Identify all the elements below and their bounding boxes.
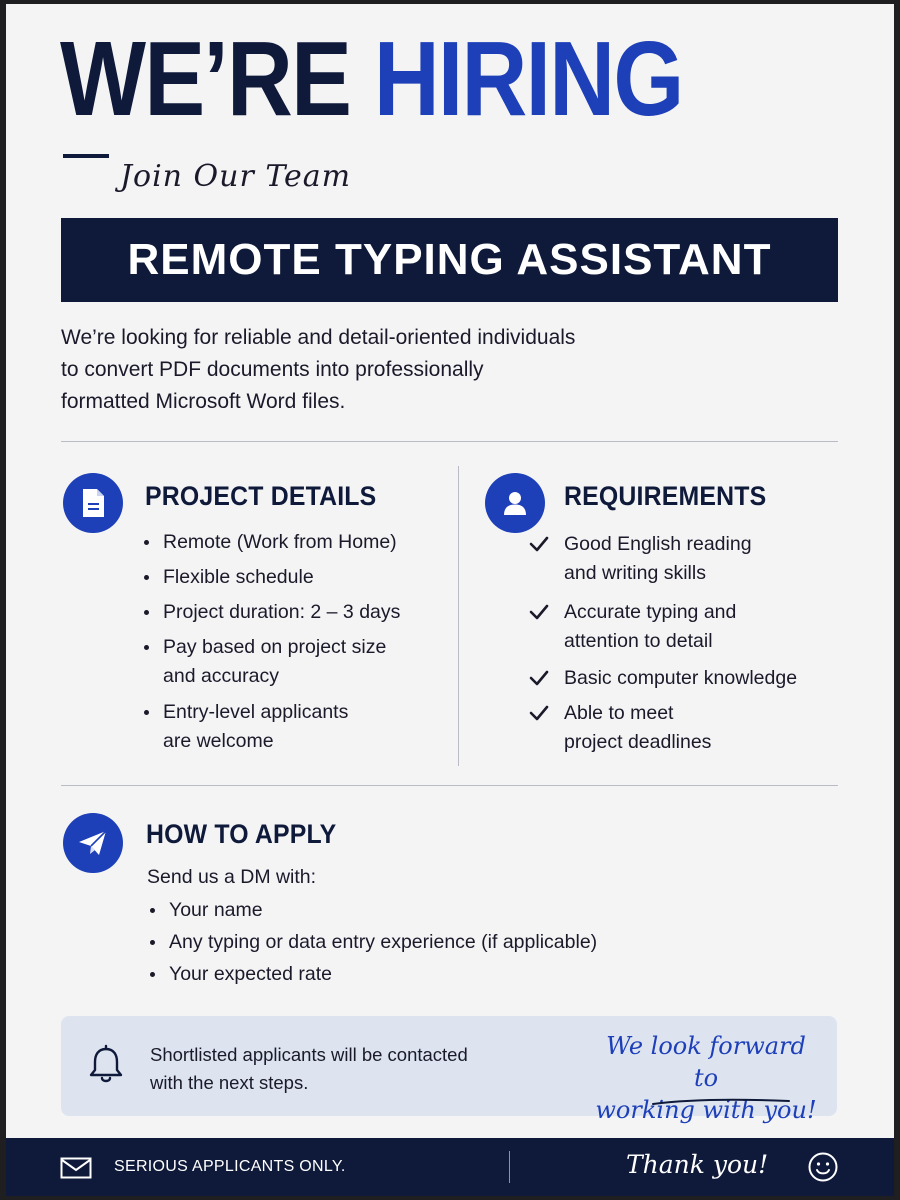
list-item: [141, 563, 400, 592]
list-item-text: Accurate typing and: [564, 601, 737, 623]
script-underline: [651, 1096, 791, 1108]
intro-line: formatted Microsoft Word files.: [61, 390, 346, 413]
hero-title: [60, 20, 683, 138]
list-item-text: and accuracy: [163, 665, 279, 687]
note-line: Shortlisted applicants will be contacted: [150, 1044, 468, 1065]
list-item: [147, 960, 597, 989]
list-item-text: Remote (Work from Home): [163, 531, 397, 553]
list-item: [147, 928, 597, 957]
closing-script: [591, 1030, 821, 1126]
checkmark-icon: [528, 703, 550, 723]
smiley-icon: [807, 1151, 839, 1183]
list-item-text: Able to meet: [564, 702, 674, 724]
list-item-text: Basic computer knowledge: [564, 667, 798, 689]
column-divider: [458, 466, 459, 766]
note-text: [150, 1041, 550, 1097]
list-item-text: Pay based on project size: [163, 636, 387, 658]
job-title: REMOTE TYPING ASSISTANT: [127, 235, 772, 284]
project-details-list: [141, 528, 400, 756]
list-item-text: are welcome: [163, 730, 274, 752]
list-item: [147, 896, 597, 925]
checkmark-icon: [528, 602, 550, 622]
list-item-text: Your expected rate: [169, 963, 332, 985]
checkmark-icon: [528, 668, 550, 688]
list-item: [141, 528, 400, 557]
job-poster: [6, 4, 894, 1196]
how-to-apply-title: HOW TO APPLY: [146, 819, 337, 849]
checkmark-icon: [528, 534, 550, 554]
list-item-text: Your name: [169, 899, 263, 921]
intro-paragraph: [61, 322, 761, 418]
list-item: [141, 633, 400, 691]
note-line: with the next steps.: [150, 1072, 309, 1093]
contact-note-box: [61, 1016, 837, 1124]
list-item: [528, 530, 797, 588]
list-item: [141, 598, 400, 627]
list-item: [141, 698, 400, 756]
footer-separator: [509, 1151, 510, 1183]
script-line: working with you!: [595, 1096, 817, 1124]
how-to-apply-intro: Send us a DM with:: [147, 866, 317, 888]
list-item-text: Flexible schedule: [163, 566, 314, 588]
bell-icon: [87, 1044, 125, 1086]
list-item: [528, 699, 797, 757]
tagline: Join Our Team: [120, 159, 352, 194]
document-icon: [63, 473, 123, 533]
script-line: We look forward to: [606, 1032, 806, 1092]
project-details-title: PROJECT DETAILS: [145, 481, 377, 511]
requirements-list: [528, 530, 797, 757]
list-item-text: Entry-level applicants: [163, 701, 349, 723]
requirements-title: REQUIREMENTS: [564, 481, 767, 511]
list-item-text: Any typing or data entry experience (if applicable): [169, 931, 598, 953]
list-item: [528, 664, 797, 693]
job-title-banner: [61, 218, 838, 302]
list-item-text: Good English reading: [564, 533, 752, 555]
footer-bar: [6, 1138, 894, 1196]
intro-line: We’re looking for reliable and detail-oriented individuals: [61, 326, 576, 349]
footer-thanks: Thank you!: [626, 1150, 769, 1179]
list-item-text: Project duration: 2 – 3 days: [163, 601, 401, 623]
list-item-text: project deadlines: [564, 731, 712, 753]
intro-line: to convert PDF documents into professionally: [61, 358, 484, 381]
how-to-apply-list: [147, 896, 597, 989]
section-divider: [61, 785, 838, 786]
title-underline-dash: [63, 154, 109, 158]
list-item-text: attention to detail: [564, 630, 713, 652]
footer-text: SERIOUS APPLICANTS ONLY.: [114, 1158, 346, 1175]
paper-plane-icon: [63, 813, 123, 873]
list-item-text: and writing skills: [564, 562, 706, 584]
hero-title-part2: HIRING: [373, 20, 683, 138]
section-divider: [61, 441, 838, 442]
list-item: [528, 598, 797, 656]
hero-title-part1: WE’RE: [60, 20, 351, 138]
user-icon: [485, 473, 545, 533]
envelope-icon: [60, 1157, 92, 1179]
